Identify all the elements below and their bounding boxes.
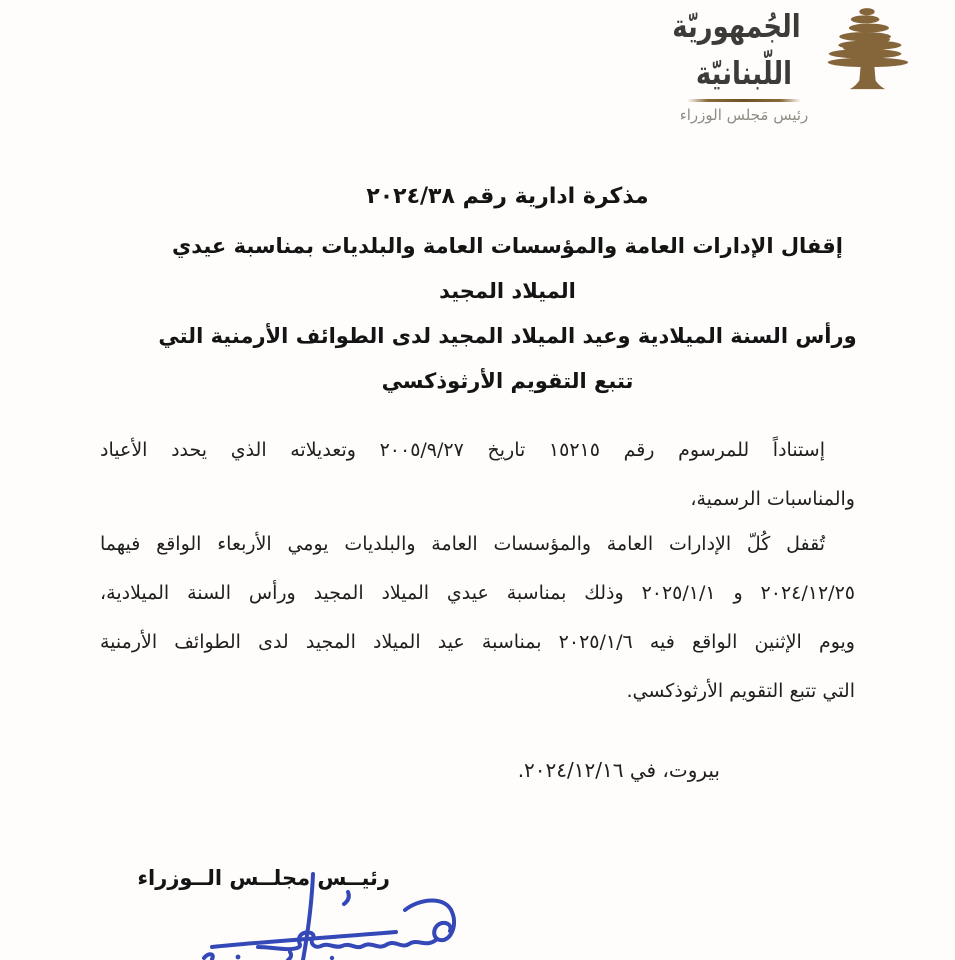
republic-line2: اللّبنانيّة [695, 55, 793, 93]
place-date-line: بيروت، في ٢٠٢٤/١٢/١٦. [517, 758, 720, 782]
subject-line-2: ورأس السنة الميلادية وعيد الميلاد المجيد لدى الطوائف الأرمنية التي تتبع التقويم الأرثوذكسي [158, 324, 857, 393]
paragraph2-line1: تُقفل كُلّ الإدارات العامة والمؤسسات العامة والبلديات يومي الأربعاء الواقع فيهما [100, 533, 825, 555]
header-divider [687, 99, 801, 102]
paragraph-closure-decision [100, 520, 855, 716]
republic-calligraphy [672, 4, 801, 98]
lebanese-republic-emblem [672, 2, 910, 130]
paragraph2-line4: التي تتبع التقويم الأرثوذكسي. [626, 680, 855, 702]
signature-title: رئيــس مجلــس الــوزراء [137, 866, 390, 890]
cedar-tree-icon [824, 4, 910, 94]
paragraph2-line2: ٢٠٢٤/١٢/٢٥ و ٢٠٢٥/١/١ وذلك بمناسبة عيدي الميلاد المجيد ورأس السنة الميلادية، [100, 582, 855, 604]
paragraph-legal-basis [100, 426, 855, 524]
office-title: رئيس مَجلس الوزراء [679, 106, 809, 124]
subject-line-1: إقفال الإدارات العامة والمؤسسات العامة والبلديات بمناسبة عيدي الميلاد المجيد [171, 234, 843, 303]
republic-line1: الجُمهوريّة [672, 8, 801, 46]
memo-title: مذكرة ادارية رقم ٢٠٢٤/٣٨ [366, 184, 649, 209]
signature-ink-scribble [200, 868, 460, 960]
memo-subject [150, 224, 865, 404]
paragraph1-line2: والمناسبات الرسمية، [690, 488, 855, 510]
paragraph2-line3: ويوم الإثنين الواقع فيه ٢٠٢٥/١/٦ بمناسبة عيد الميلاد المجيد لدى الطوائف الأرمنية [100, 631, 855, 653]
paragraph1-line1: إستناداً للمرسوم رقم ١٥٢١٥ تاريخ ٢٠٠٥/٩/٢٧ وتعديلاته الذي يحدد الأعياد [100, 439, 825, 461]
